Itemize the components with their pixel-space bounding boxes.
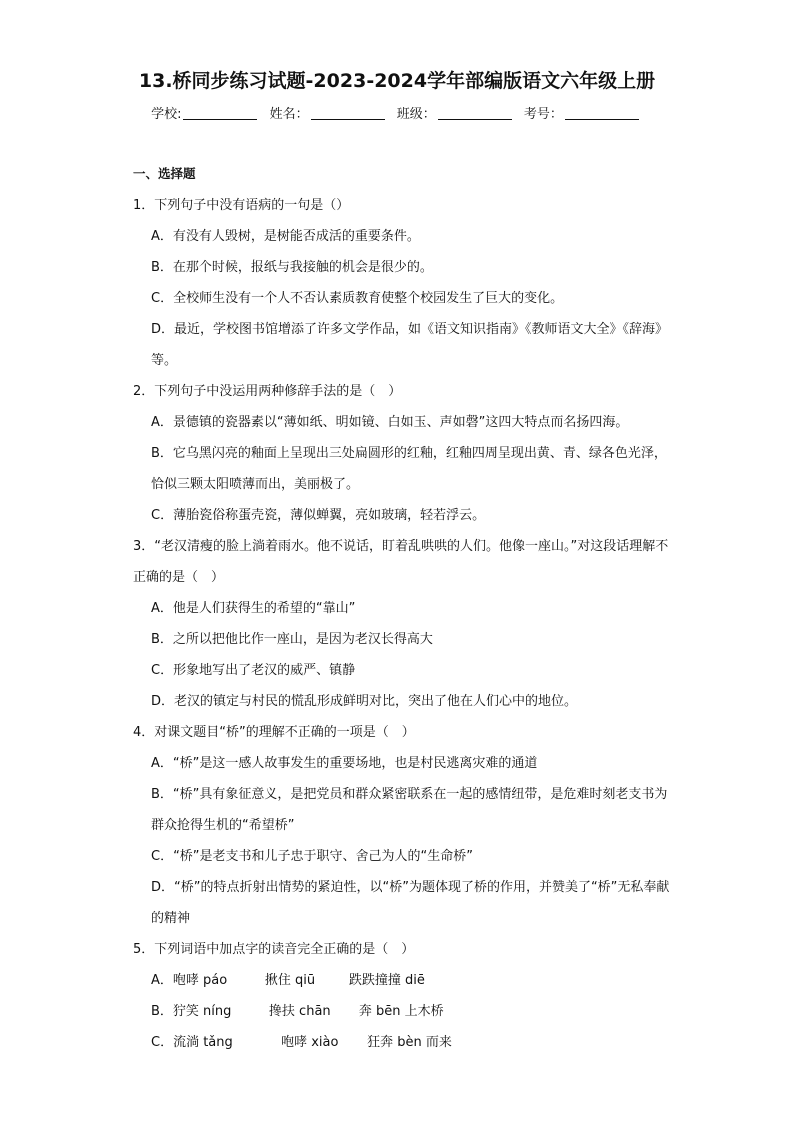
option-d: D．最近，学校图书馆增添了许多文学作品，如《语文知识指南》《教师语文大全》《辞海》等。 bbox=[151, 322, 669, 368]
class-label: 班级： bbox=[396, 107, 436, 122]
question-stem: 5．下列词语中加点字的读音完全正确的是（ ） bbox=[133, 942, 415, 957]
option-c: C．全校师生没有一个人不否认素质教育使整个校园发生了巨大的变化。 bbox=[151, 291, 564, 306]
option-label: B． bbox=[151, 1004, 173, 1019]
word-item: 狂奔 bèn 而来 bbox=[367, 1035, 452, 1050]
option-b: B．之所以把他比作一座山，是因为老汉长得高大 bbox=[151, 632, 433, 647]
word-item: 搀扶 chān bbox=[268, 1004, 331, 1019]
question-5 bbox=[133, 934, 673, 1058]
question-3 bbox=[133, 531, 673, 717]
question-1 bbox=[133, 190, 673, 376]
exam-number-label: 考号： bbox=[523, 107, 563, 122]
page-title: 13.桥同步练习试题-2023-2024学年部编版语文六年级上册 bbox=[138, 70, 656, 92]
word-item: 狞笑 níng bbox=[172, 1004, 232, 1019]
option-a: A．他是人们获得生的希望的“靠山” bbox=[151, 601, 356, 616]
option-label: C． bbox=[151, 1035, 174, 1050]
option-c: C．“桥”是老支书和儿子忠于职守、舍己为人的“生命桥” bbox=[151, 849, 474, 864]
option-c: C．薄胎瓷俗称蛋壳瓷，薄似蝉翼，亮如玻璃，轻若浮云。 bbox=[151, 508, 486, 523]
word-item: 咆哮 páo bbox=[172, 973, 228, 988]
question-stem: 2．下列句子中没运用两种修辞手法的是（ ） bbox=[133, 384, 402, 399]
option-row-a bbox=[133, 965, 673, 996]
option-a: A．“桥”是这一感人故事发生的重要场地，也是村民逃离灾难的通道 bbox=[151, 756, 538, 771]
name-label: 姓名： bbox=[269, 107, 309, 122]
student-info-line bbox=[0, 103, 794, 122]
question-stem: 1．下列句子中没有语病的一句是（） bbox=[133, 198, 350, 213]
word-item: 流淌 tǎng bbox=[173, 1035, 233, 1050]
option-a: A．有没有人毁树，是树能否成活的重要条件。 bbox=[151, 229, 420, 244]
school-label: 学校: bbox=[151, 107, 182, 122]
option-b: B．在那个时候，报纸与我接触的机会是很少的。 bbox=[151, 260, 433, 275]
option-label: A． bbox=[151, 973, 173, 988]
option-d: D．老汉的镇定与村民的慌乱形成鲜明对比，突出了他在人们心中的地位。 bbox=[151, 694, 578, 709]
option-b: B．它乌黑闪亮的釉面上呈现出三处扁圆形的红釉，红釉四周呈现出黄、青、绿各色光泽，恰似三颗太阳喷薄而出，美丽极了。 bbox=[151, 446, 667, 492]
question-stem: 3．“老汉清瘦的脸上淌着雨水。他不说话，盯着乱哄哄的人们。他像一座山。”对这段话理解不正确的是（ ） bbox=[133, 539, 669, 585]
option-d: D．“桥”的特点折射出情势的紧迫性，以“桥”为题体现了桥的作用，并赞美了“桥”无私奉献的精神 bbox=[151, 880, 670, 926]
question-4 bbox=[133, 717, 673, 934]
question-2 bbox=[133, 376, 673, 531]
section-heading: 一、选择题 bbox=[133, 166, 196, 181]
class-blank[interactable] bbox=[438, 107, 512, 120]
option-c: C．形象地写出了老汉的威严、镇静 bbox=[151, 663, 356, 678]
word-item: 咆哮 xiào bbox=[281, 1035, 339, 1050]
school-blank[interactable] bbox=[183, 107, 257, 120]
option-row-b bbox=[133, 996, 673, 1027]
option-a: A．景德镇的瓷器素以“薄如纸、明如镜、白如玉、声如磬”这四大特点而名扬四海。 bbox=[151, 415, 629, 430]
word-item: 奔 bēn 上木桥 bbox=[358, 1004, 444, 1019]
name-blank[interactable] bbox=[311, 107, 385, 120]
exam-number-blank[interactable] bbox=[565, 107, 639, 120]
word-item: 揪住 qiū bbox=[264, 973, 316, 988]
option-b: B．“桥”具有象征意义，是把党员和群众紧密联系在一起的感情纽带，是危难时刻老支书为群众抢得生机的“希望桥” bbox=[151, 787, 668, 833]
question-stem: 4．对课文题目“桥”的理解不正确的一项是（ ） bbox=[133, 725, 415, 740]
option-row-c bbox=[133, 1027, 673, 1058]
question-list bbox=[133, 165, 673, 1058]
word-item: 跌跌撞撞 diē bbox=[348, 973, 425, 988]
